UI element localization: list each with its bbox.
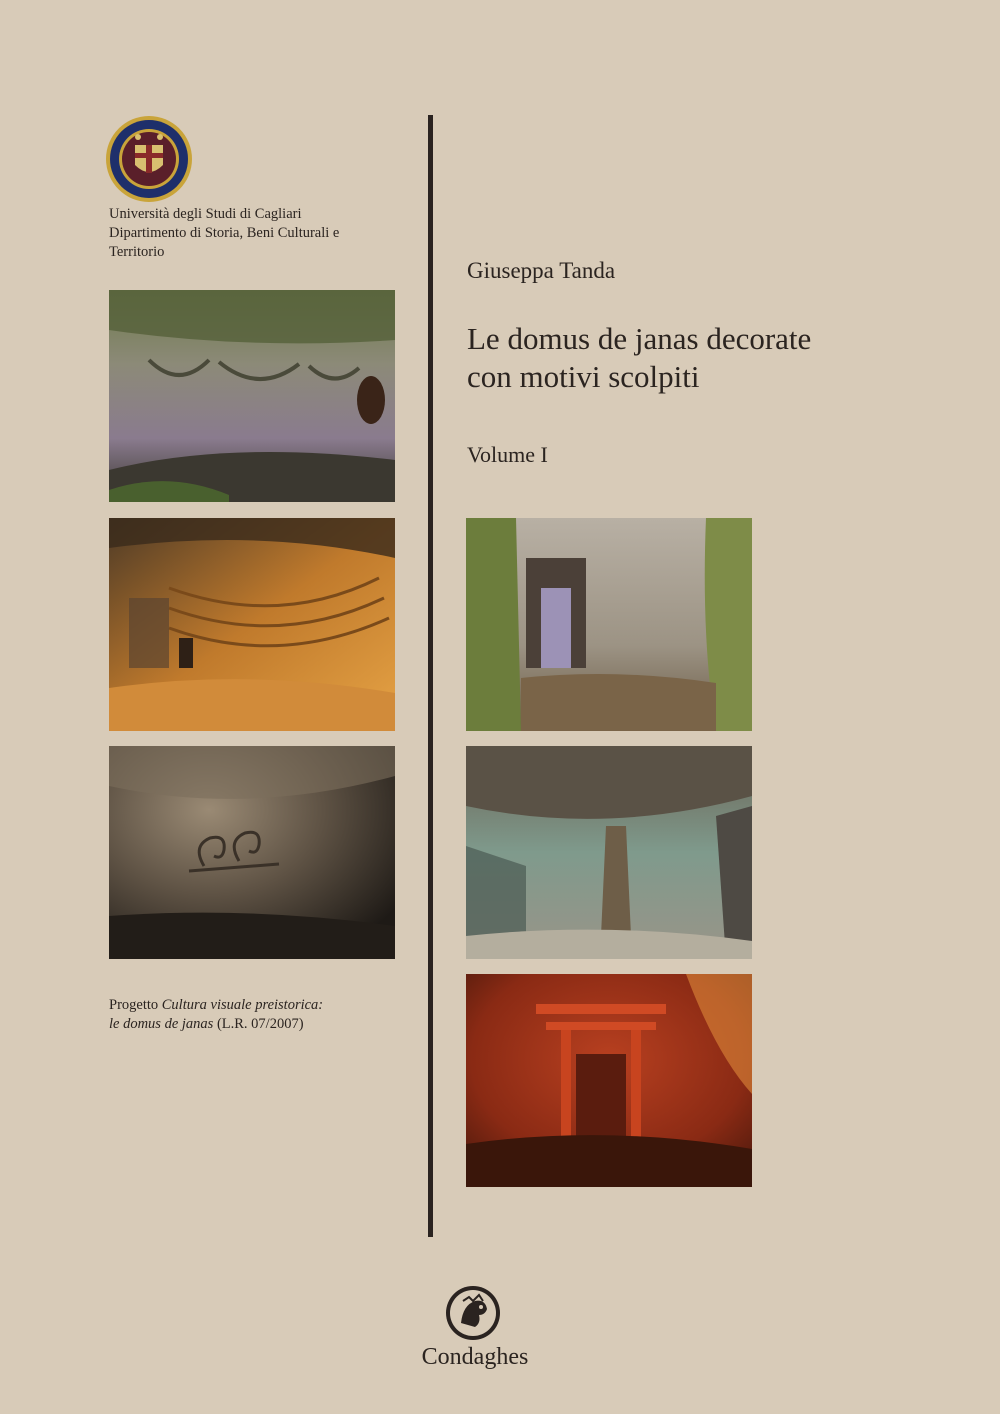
vertical-divider: [428, 115, 433, 1237]
author-name: Giuseppa Tanda: [467, 258, 616, 283]
cave-photo-pillar-chamber: [466, 746, 752, 959]
affiliation-line: Università degli Studi di Cagliari: [109, 206, 302, 222]
cave-photo-mossy-doorway: [466, 518, 752, 731]
cave-photo-orange-chamber: [109, 518, 395, 731]
book-title-line: Le domus de janas decorate: [467, 321, 812, 356]
project-note: [109, 996, 409, 1034]
project-subtitle-italic: le domus de janas: [109, 1016, 214, 1032]
publisher-logo-icon: [445, 1285, 501, 1341]
affiliation: [109, 205, 409, 262]
book-title-line: con motivi scolpiti: [467, 359, 700, 394]
book-title: [467, 320, 927, 396]
cave-photo-carved-wall: [109, 290, 395, 502]
project-law-reference: (L.R. 07/2007): [213, 1016, 304, 1032]
publisher-name: Condaghes: [421, 1344, 529, 1370]
project-prefix: Progetto: [109, 997, 162, 1013]
affiliation-line: Territorio: [109, 244, 165, 260]
cave-photo-red-painted-chamber: [466, 974, 752, 1187]
volume-label: Volume I: [467, 442, 548, 467]
project-title-italic: Cultura visuale preistorica:: [161, 997, 324, 1013]
affiliation-line: Dipartimento di Storia, Beni Culturali e: [109, 225, 340, 241]
university-seal-icon: [105, 115, 193, 203]
cave-photo-spiral-carving: [109, 746, 395, 959]
